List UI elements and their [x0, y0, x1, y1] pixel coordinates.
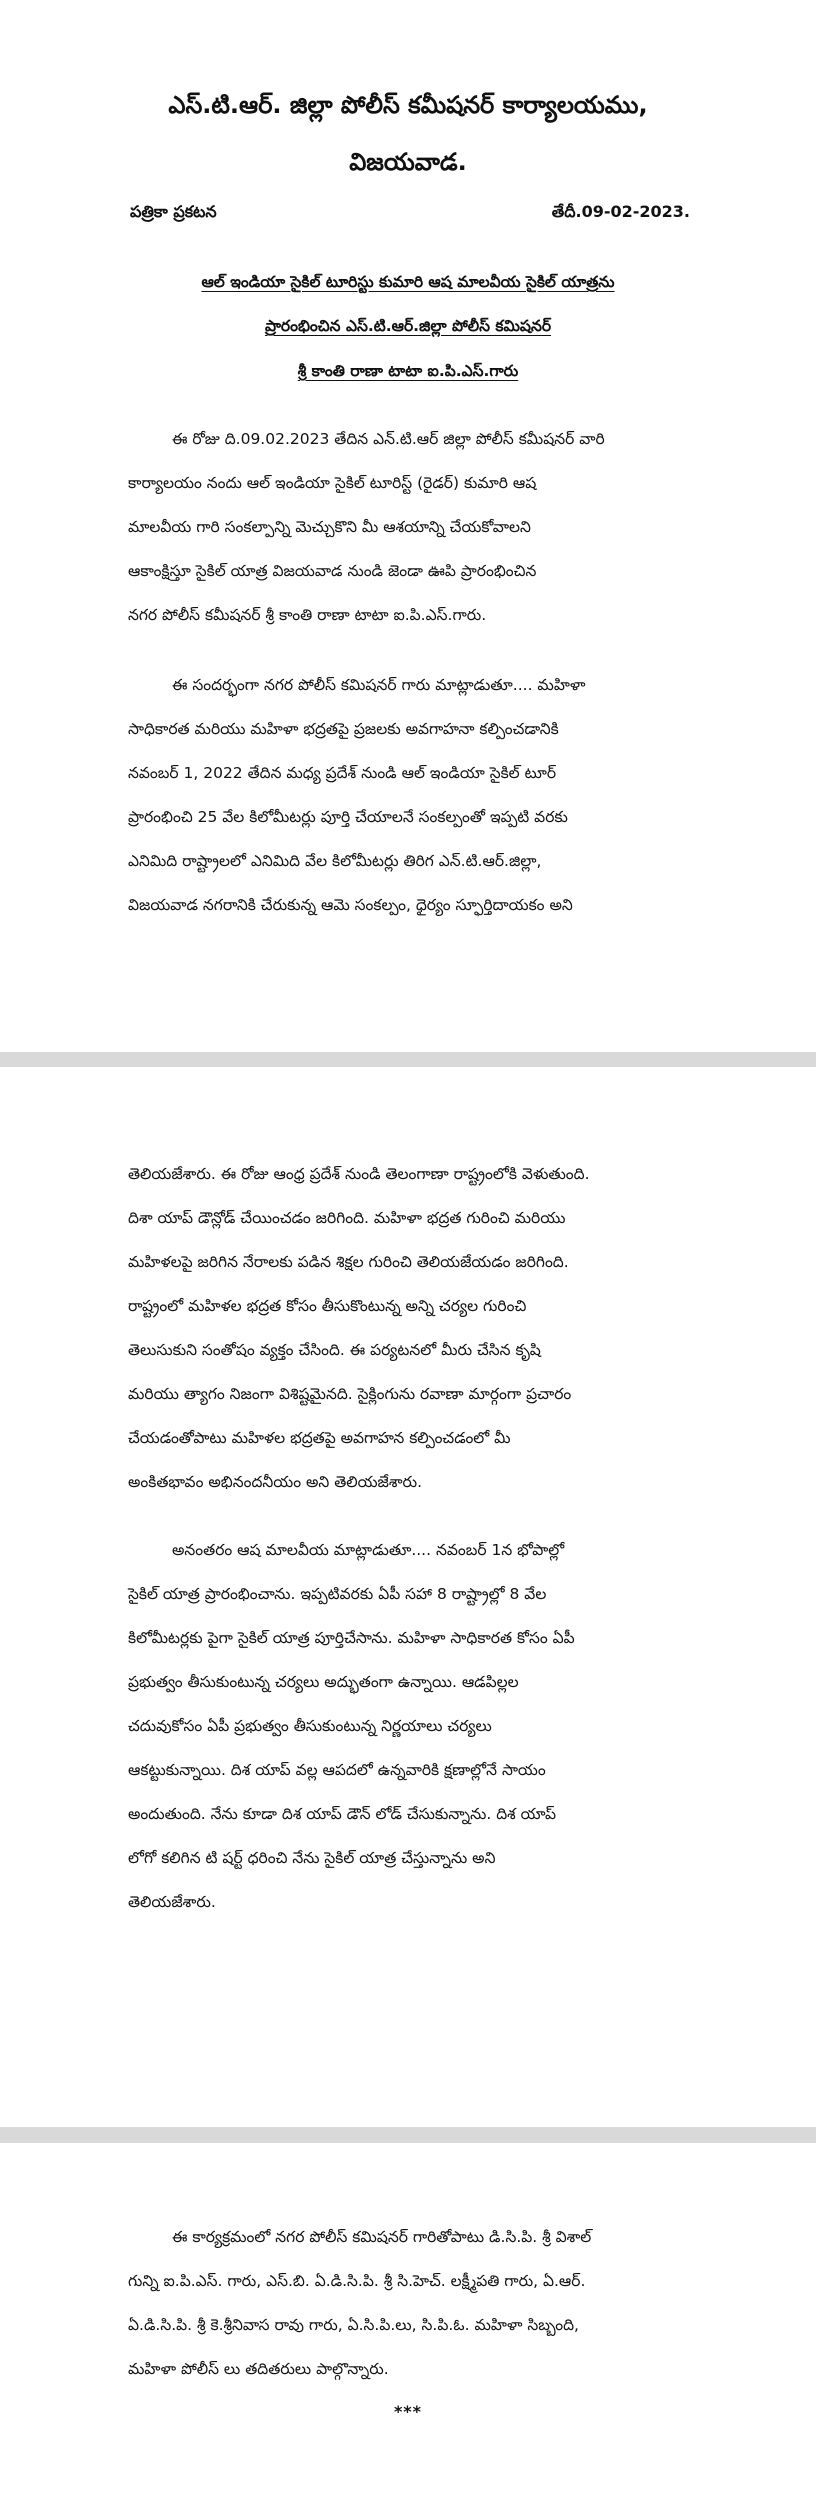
text-line: గున్ని ఐ.పి.ఎస్. గారు, ఎస్.బి. ఏ.డి.సి.పి. శ్రీ సి.హెచ్. లక్ష్మీపతి గారు, ఏ.ఆర్.: [128, 2272, 586, 2290]
text-line: తెలుసుకుని సంతోషం వ్యక్తం చేసింది. ఈ పర్యటనలో మీరు చేసిన కృషి: [128, 1341, 541, 1359]
text-line: విజయవాడ నగరానికి చేరుకున్న ఆమె సంకల్పం, ధైర్యం స్ఫూర్తిదాయకం అని: [128, 896, 573, 914]
paragraph-1: [128, 428, 693, 626]
paragraph-4: [128, 1539, 693, 1913]
text-line: కార్యాలయం నందు ఆల్ ఇండియా సైకిల్ టూరిస్ట్ (రైడర్) కుమారి ఆష: [128, 474, 537, 492]
text-line: మహిళా పోలీస్ లు తదితరులు పాల్గొన్నారు.: [128, 2360, 389, 2378]
text-line: ఈ కార్యక్రమంలో నగర పోలీస్ కమిషనర్ గారితోపాటు డి.సి.పి. శ్రీ విశాల్: [172, 2228, 592, 2246]
text-line: సాధికారత మరియు మహిళా భద్రతపై ప్రజలకు అవగాహనా కల్పించడానికి: [128, 720, 559, 738]
text-line: లోగో కలిగిన టి షర్ట్ ధరించి నేను సైకిల్ యాత్ర చేస్తున్నాను అని: [128, 1849, 496, 1867]
text-line: తెలియజేశారు.: [128, 1893, 216, 1911]
text-line: సైకిల్ యాత్ర ప్రారంభించాను. ఇప్పటివరకు ఏపీ సహా 8 రాష్ట్రాల్లో 8 వేల: [128, 1585, 547, 1603]
document-page-3: [0, 2143, 816, 2517]
text-line: ఆకట్టుకున్నాయి. దిశ యాప్ వల్ల ఆపదలో ఉన్నవారికి క్షణాల్లోనే సాయం: [128, 1761, 546, 1779]
paragraph-5: [128, 2226, 693, 2380]
headline-line-3: శ్రీ కాంతి రాణా టాటా ఐ.పి.ఎస్.గారు: [297, 362, 519, 380]
text-line: రాష్ట్రంలో మహిళల భద్రత కోసం తీసుకొంటున్న అన్ని చర్యల గురించి: [128, 1297, 527, 1315]
text-line: అనంతరం ఆష మాలవీయ మాట్లాడుతూ.... నవంబర్ 1న భోపాల్లో: [172, 1541, 565, 1559]
office-title: ఎస్.టి.ఆర్. జిల్లా పోలీస్ కమీషనర్ కార్యాలయము,: [168, 91, 648, 119]
paragraph-3: [128, 1163, 693, 1493]
release-date: తేదీ.09-02-2023.: [551, 202, 690, 221]
text-line: కిలోమీటర్లకు పైగా సైకిల్ యాత్ర పూర్తిచేసాను. మహిళా సాధికారత కోసం ఏపీ: [128, 1629, 575, 1647]
headline-line-2: ప్రారంభించిన ఎస్.టి.ఆర్.జిల్లా పోలీస్ కమిషనర్: [264, 317, 552, 335]
text-line: మరియు త్యాగం నిజంగా విశిష్టమైనది. సైక్లింగును రవాణా మార్గంగా ప్రచారం: [128, 1385, 572, 1403]
office-city: విజయవాడ.: [349, 148, 467, 176]
text-line: నగర పోలీస్ కమీషనర్ శ్రీ కాంతి రాణా టాటా ఐ.పి.ఎస్.గారు.: [128, 606, 487, 624]
text-line: అంకితభావం అభినందనీయం అని తెలియజేశారు.: [128, 1473, 423, 1491]
text-line: ఎనిమిది రాష్ట్రాలలో ఎనిమిది వేల కిలోమీటర్లు తిరిగ ఎన్.టి.ఆర్.జిల్లా,: [128, 852, 542, 870]
text-line: ఈ రోజు ది.09.02.2023 తేదిన ఎన్.టి.ఆర్ జిల్లా పోలీస్ కమీషనర్ వారి: [172, 430, 605, 448]
text-line: ఏ.డి.సి.పి. శ్రీ కె.శ్రీనివాస రావు గారు, ఏ.సి.పి.లు, సి.పి.ఓ. మహిళా సిబ్బంది,: [128, 2316, 579, 2334]
text-line: ఈ సందర్భంగా నగర పోలీస్ కమిషనర్ గారు మాట్లాడుతూ.... మహిళా: [172, 676, 586, 694]
text-line: మాలవీయ గారి సంకల్పాన్ని మెచ్చుకొని మీ ఆశయాన్ని చేయకోవాలని: [128, 518, 531, 536]
text-line: మహిళలపై జరిగిన నేరాలకు పడిన శిక్షల గురించి తెలియజేయడం జరిగింది.: [128, 1253, 569, 1271]
text-line: నవంబర్ 1, 2022 తేదిన మధ్య ప్రదేశ్ నుండి ఆల్ ఇండియా సైకిల్ టూర్: [128, 764, 557, 782]
text-line: తెలియజేశారు. ఈ రోజు ఆంధ్ర ప్రదేశ్ నుండి తెలంగాణా రాష్ట్రంలోకి వెళుతుంది.: [128, 1165, 590, 1183]
text-line: దిశా యాప్ డౌన్లోడ్ చేయించడం జరిగింది. మహిళా భద్రత గురించి మరియు: [128, 1209, 566, 1227]
text-line: చేయడంతోపాటు మహిళల భద్రతపై అవగాహన కల్పించడంలో మీ: [128, 1429, 511, 1447]
text-line: చదువుకోసం ఏపీ ప్రభుత్వం తీసుకుంటున్న నిర్ణయాలు చర్యలు: [128, 1717, 492, 1735]
text-line: ప్రభుత్వం తీసుకుంటున్న చర్యలు అద్భుతంగా ఉన్నాయి. ఆడపిల్లల: [128, 1673, 519, 1691]
paragraph-2: [128, 674, 693, 916]
text-line: ఆకాంక్షిస్తూ సైకిల్ యాత్ర విజయవాడ నుండి జెండా ఊపి ప్రారంభించిన: [128, 562, 537, 580]
document-page-1: [0, 0, 816, 1052]
text-line: అందుతుంది. నేను కూడా దిశ యాప్ డౌన్ లోడ్ చేసుకున్నాను. దిశ యాప్: [128, 1805, 557, 1823]
document-page-2: [0, 1067, 816, 2127]
headline-line-1: ఆల్ ఇండియా సైకిల్ టూరిస్టు కుమారి ఆష మాలవీయ సైకిల్ యాత్రను: [201, 273, 615, 291]
text-line: ప్రారంభించి 25 వేల కిలోమీటర్లు పూర్తి చేయాలనే సంకల్పంతో ఇప్పటి వరకు: [128, 808, 568, 826]
press-release-label: పత్రికా ప్రకటన: [130, 202, 217, 221]
sign-off-marker: ***: [393, 2402, 423, 2421]
